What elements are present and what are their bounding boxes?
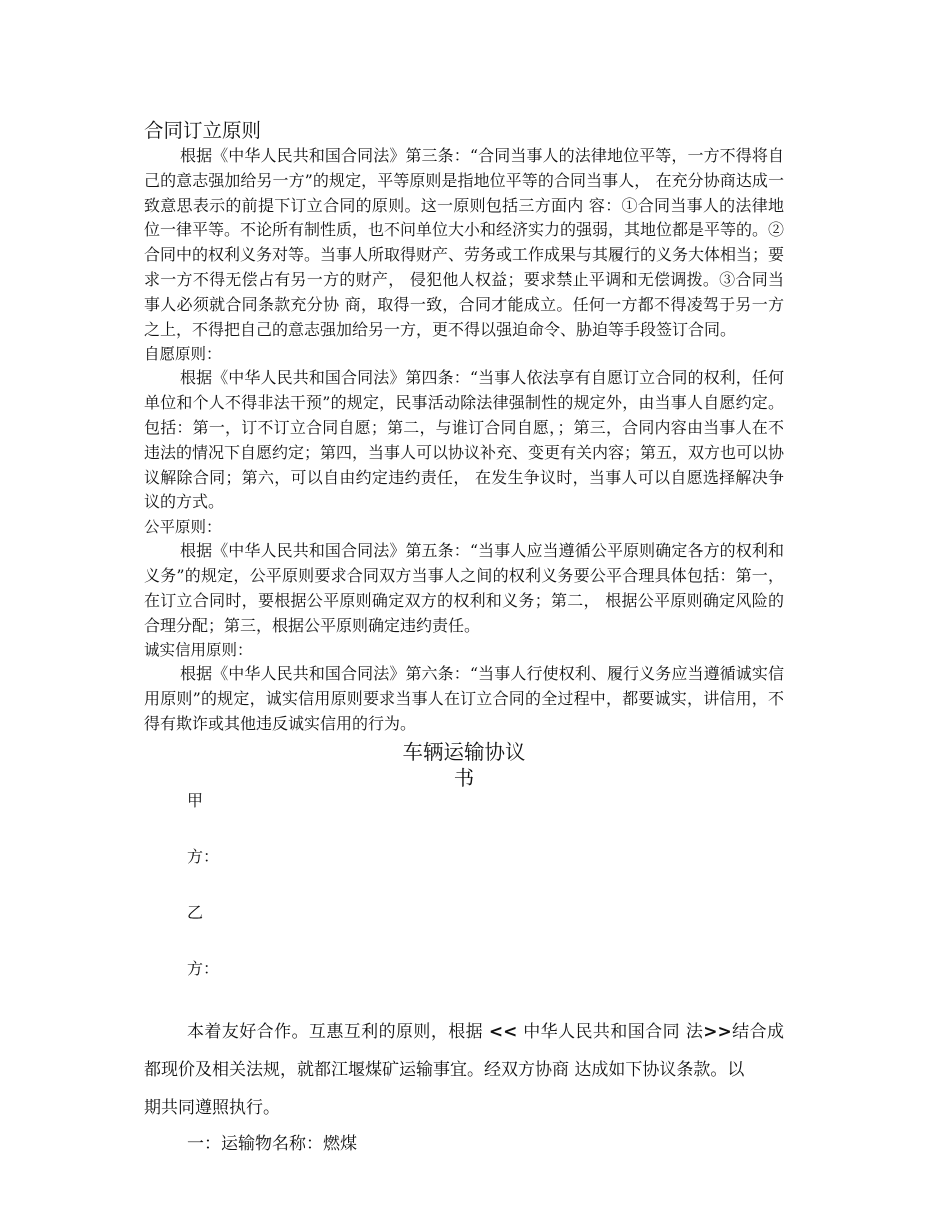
paragraph-voluntary-principle: 根据《中华人民共和国合同法》第四条：“当事人依法享有自愿订立合同的权利，任何单位和个人不得非法干预”的规定，民事活动除法律强制性的规定外，由当事人自愿约定。包括：第一，订不订立合同自愿；第二，与谁订合同自愿，；第三，合同内容由当事人在不违法的情况下自愿约定；第四，当事人可以协议补充、变更有关内容；第五，双方也可以协议解除合同；第六，可以自由约定违约责任， 在发生争议时，当事人可以自愿选择解决争议的方式。 <box>144 368 785 512</box>
intro-text-part3: 结合成都现价及相关法规，就都江堰煤矿运输事宜。经双方协商 达成如下协议条款。以 <box>144 1021 785 1080</box>
heading-voluntary-principle: 自愿原则： <box>144 345 222 364</box>
intro-text-part1: 本着友好合作。互惠互利的原则，根据 <box>187 1021 489 1042</box>
section-title-principles: 合同订立原则 <box>144 119 262 142</box>
agreement-title-continued: 书 <box>453 765 475 790</box>
document-page <box>144 118 784 1155</box>
party-a-label: 甲 <box>187 790 204 810</box>
heading-good-faith-principle: 诚实信用原则： <box>144 641 253 660</box>
party-a-label-suffix: 方： <box>187 846 220 866</box>
paragraph-good-faith-principle: 根据《中华人民共和国合同法》第六条：“当事人行使权利、履行义务应当遵循诚实信用原则”的规定，诚实信用原则要求当事人在订立合同的全过程中，都要诚实，讲信用，不得有欺诈或其他违反诚实信用的行为。 <box>144 664 784 733</box>
party-b-label: 乙 <box>187 902 204 922</box>
intro-bracket-open: << <box>488 1021 518 1042</box>
paragraph-equality-principle: 根据《中华人民共和国合同法》第三条：“合同当事人的法律地位平等，一方不得将自己的意志强加给另一方”的规定，平等原则是指地位平等的合同当事人， 在充分协商达成一致意思表示的前提下订立合同的原则。这一原则包括三方面内 容：①合同当事人的法律地位一律平等。不论所有制性质，也不问单位大小和经济实力的强弱，其地位都是平等的。②合同中的权利义务对等。当事人所取得财产、劳务或工作成果与其履行的义务大体相当；要求一方不得无偿占有另一方的财产， 侵犯他人权益；要求禁止平调和无偿调拨。③合同当事人必须就合同条款充分协 商，取得一致，合同才能成立。任何一方都不得凌驾于另一方之上，不得把自己的意志强加给另一方，更不得以强迫命令、胁迫等手段签订合同。 <box>144 146 785 339</box>
intro-bracket-close: >> <box>703 1021 732 1042</box>
clause-1-transport-item: 一：运输物名称：燃煤 <box>187 1133 357 1154</box>
party-b-label-suffix: 方： <box>187 958 220 978</box>
heading-fairness-principle: 公平原则： <box>144 518 222 537</box>
agreement-title: 车辆运输协议 <box>402 739 526 764</box>
intro-text-part2: 中华人民共和国合同 法 <box>517 1021 704 1042</box>
agreement-intro <box>144 1013 784 1089</box>
paragraph-fairness-principle: 根据《中华人民共和国合同法》第五条：“当事人应当遵循公平原则确定各方的权利和义务”的规定，公平原则要求合同双方当事人之间的权利义务要公平合理具体包括：第一，在订立合同时，要根据公平原则确定双方的权利和义务；第二， 根据公平原则确定风险的合理分配；第三，根据公平原则确定违约责任。 <box>144 541 784 635</box>
agreement-intro-tail: 期共同遵照执行。 <box>144 1097 280 1118</box>
